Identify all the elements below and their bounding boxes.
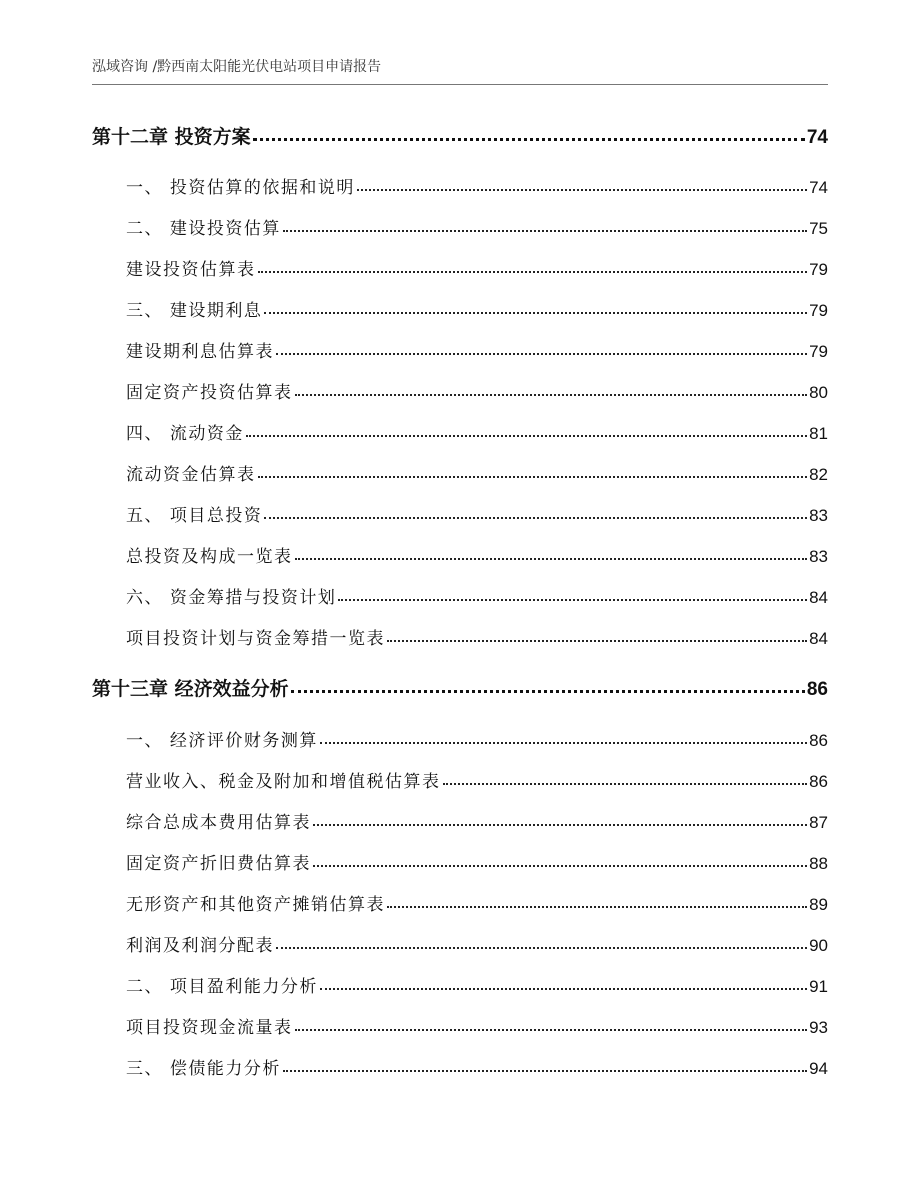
toc-page-number: 80 <box>809 383 828 402</box>
toc-page-number: 75 <box>809 219 828 238</box>
running-header: 泓域咨询 /黔西南太阳能光伏电站项目申请报告 <box>92 59 382 75</box>
toc-entry[interactable] <box>92 583 828 613</box>
toc-entry[interactable] <box>92 214 828 244</box>
toc-entry[interactable] <box>92 419 828 449</box>
toc-entry[interactable] <box>92 972 828 1002</box>
toc-chapter-13[interactable] <box>92 674 828 704</box>
toc-entry-title: 综合总成本费用估算表 <box>126 813 311 833</box>
toc-entry-title: 项目投资现金流量表 <box>126 1018 293 1038</box>
toc-entry-title: 建设期利息估算表 <box>126 342 274 362</box>
toc-entry[interactable] <box>92 624 828 654</box>
toc-page-number: 82 <box>809 465 828 484</box>
dot-leader <box>320 729 807 746</box>
toc-entry-title: 一、 投资估算的依据和说明 <box>126 178 355 198</box>
toc-entry-title: 一、 经济评价财务测算 <box>126 731 318 751</box>
toc-entry[interactable] <box>92 1054 828 1084</box>
toc-chapter-12[interactable] <box>92 122 828 152</box>
dot-leader <box>276 340 807 357</box>
toc-entry[interactable] <box>92 1013 828 1043</box>
toc-entry-title: 项目投资计划与资金筹措一览表 <box>126 629 385 649</box>
toc-page-number: 86 <box>809 731 828 750</box>
dot-leader <box>295 1016 808 1033</box>
toc-entry[interactable] <box>92 890 828 920</box>
dot-leader <box>443 770 808 787</box>
toc-entry[interactable] <box>92 173 828 203</box>
toc-page-number: 89 <box>809 895 828 914</box>
toc-page-number: 83 <box>809 506 828 525</box>
toc-chapter-title: 第十三章 经济效益分析 <box>92 678 289 700</box>
toc-entry[interactable] <box>92 296 828 326</box>
dot-leader <box>313 852 807 869</box>
dot-leader <box>283 1057 807 1074</box>
toc-entry-title: 固定资产折旧费估算表 <box>126 854 311 874</box>
toc-page-number: 74 <box>806 127 828 148</box>
toc-entry[interactable] <box>92 255 828 285</box>
dot-leader <box>313 811 807 828</box>
dot-leader <box>295 381 808 398</box>
dot-leader <box>295 545 808 562</box>
dot-leader <box>258 463 808 480</box>
toc-page-number: 74 <box>809 178 828 197</box>
toc-entry-title: 流动资金估算表 <box>126 465 256 485</box>
toc-entry[interactable] <box>92 726 828 756</box>
toc-entry-title: 三、 建设期利息 <box>126 301 263 321</box>
toc-entry[interactable] <box>92 931 828 961</box>
toc-entry-title: 建设投资估算表 <box>126 260 256 280</box>
toc-page-number: 79 <box>809 260 828 279</box>
toc-chapter-title: 第十二章 投资方案 <box>92 126 251 148</box>
toc-page-number: 87 <box>809 813 828 832</box>
toc-entry-title: 六、 资金筹措与投资计划 <box>126 588 337 608</box>
dot-leader <box>246 422 807 439</box>
dot-leader <box>283 217 807 234</box>
toc-page-number: 84 <box>809 629 828 648</box>
dot-leader <box>253 124 805 143</box>
toc-entry-title: 五、 项目总投资 <box>126 506 263 526</box>
toc-entry[interactable] <box>92 542 828 572</box>
toc-entry-title: 三、 偿债能力分析 <box>126 1059 281 1079</box>
dot-leader <box>338 586 807 603</box>
toc-entry[interactable] <box>92 501 828 531</box>
toc-entry-title: 二、 建设投资估算 <box>126 219 281 239</box>
toc-entry-title: 二、 项目盈利能力分析 <box>126 977 318 997</box>
dot-leader <box>264 504 807 521</box>
toc-page-number: 86 <box>809 772 828 791</box>
toc-entry-title: 固定资产投资估算表 <box>126 383 293 403</box>
dot-leader <box>291 676 805 695</box>
dot-leader <box>258 258 808 275</box>
toc-page-number: 84 <box>809 588 828 607</box>
toc-page-number: 88 <box>809 854 828 873</box>
dot-leader <box>387 627 807 644</box>
toc-entry[interactable] <box>92 378 828 408</box>
toc-page-number: 79 <box>809 301 828 320</box>
toc-entry-title: 利润及利润分配表 <box>126 936 274 956</box>
toc-entry-title: 无形资产和其他资产摊销估算表 <box>126 895 385 915</box>
toc-page-number: 91 <box>809 977 828 996</box>
toc-page-number: 93 <box>809 1018 828 1037</box>
dot-leader <box>264 299 807 316</box>
toc-entry-title: 营业收入、税金及附加和增值税估算表 <box>126 772 441 792</box>
toc-page-number: 79 <box>809 342 828 361</box>
toc-entry[interactable] <box>92 767 828 797</box>
toc-entry[interactable] <box>92 808 828 838</box>
toc-entry-title: 总投资及构成一览表 <box>126 547 293 567</box>
toc-page-number: 86 <box>806 679 828 700</box>
dot-leader <box>387 893 807 910</box>
dot-leader <box>276 934 807 951</box>
toc-entry-title: 四、 流动资金 <box>126 424 244 444</box>
toc-entry[interactable] <box>92 460 828 490</box>
dot-leader <box>357 176 807 193</box>
toc-page-number: 83 <box>809 547 828 566</box>
toc-page-number: 81 <box>809 424 828 443</box>
toc-page-number: 90 <box>809 936 828 955</box>
toc-entry[interactable] <box>92 849 828 879</box>
toc-entry[interactable] <box>92 337 828 367</box>
header-divider <box>92 84 828 85</box>
toc-page-number: 94 <box>809 1059 828 1078</box>
dot-leader <box>320 975 807 992</box>
